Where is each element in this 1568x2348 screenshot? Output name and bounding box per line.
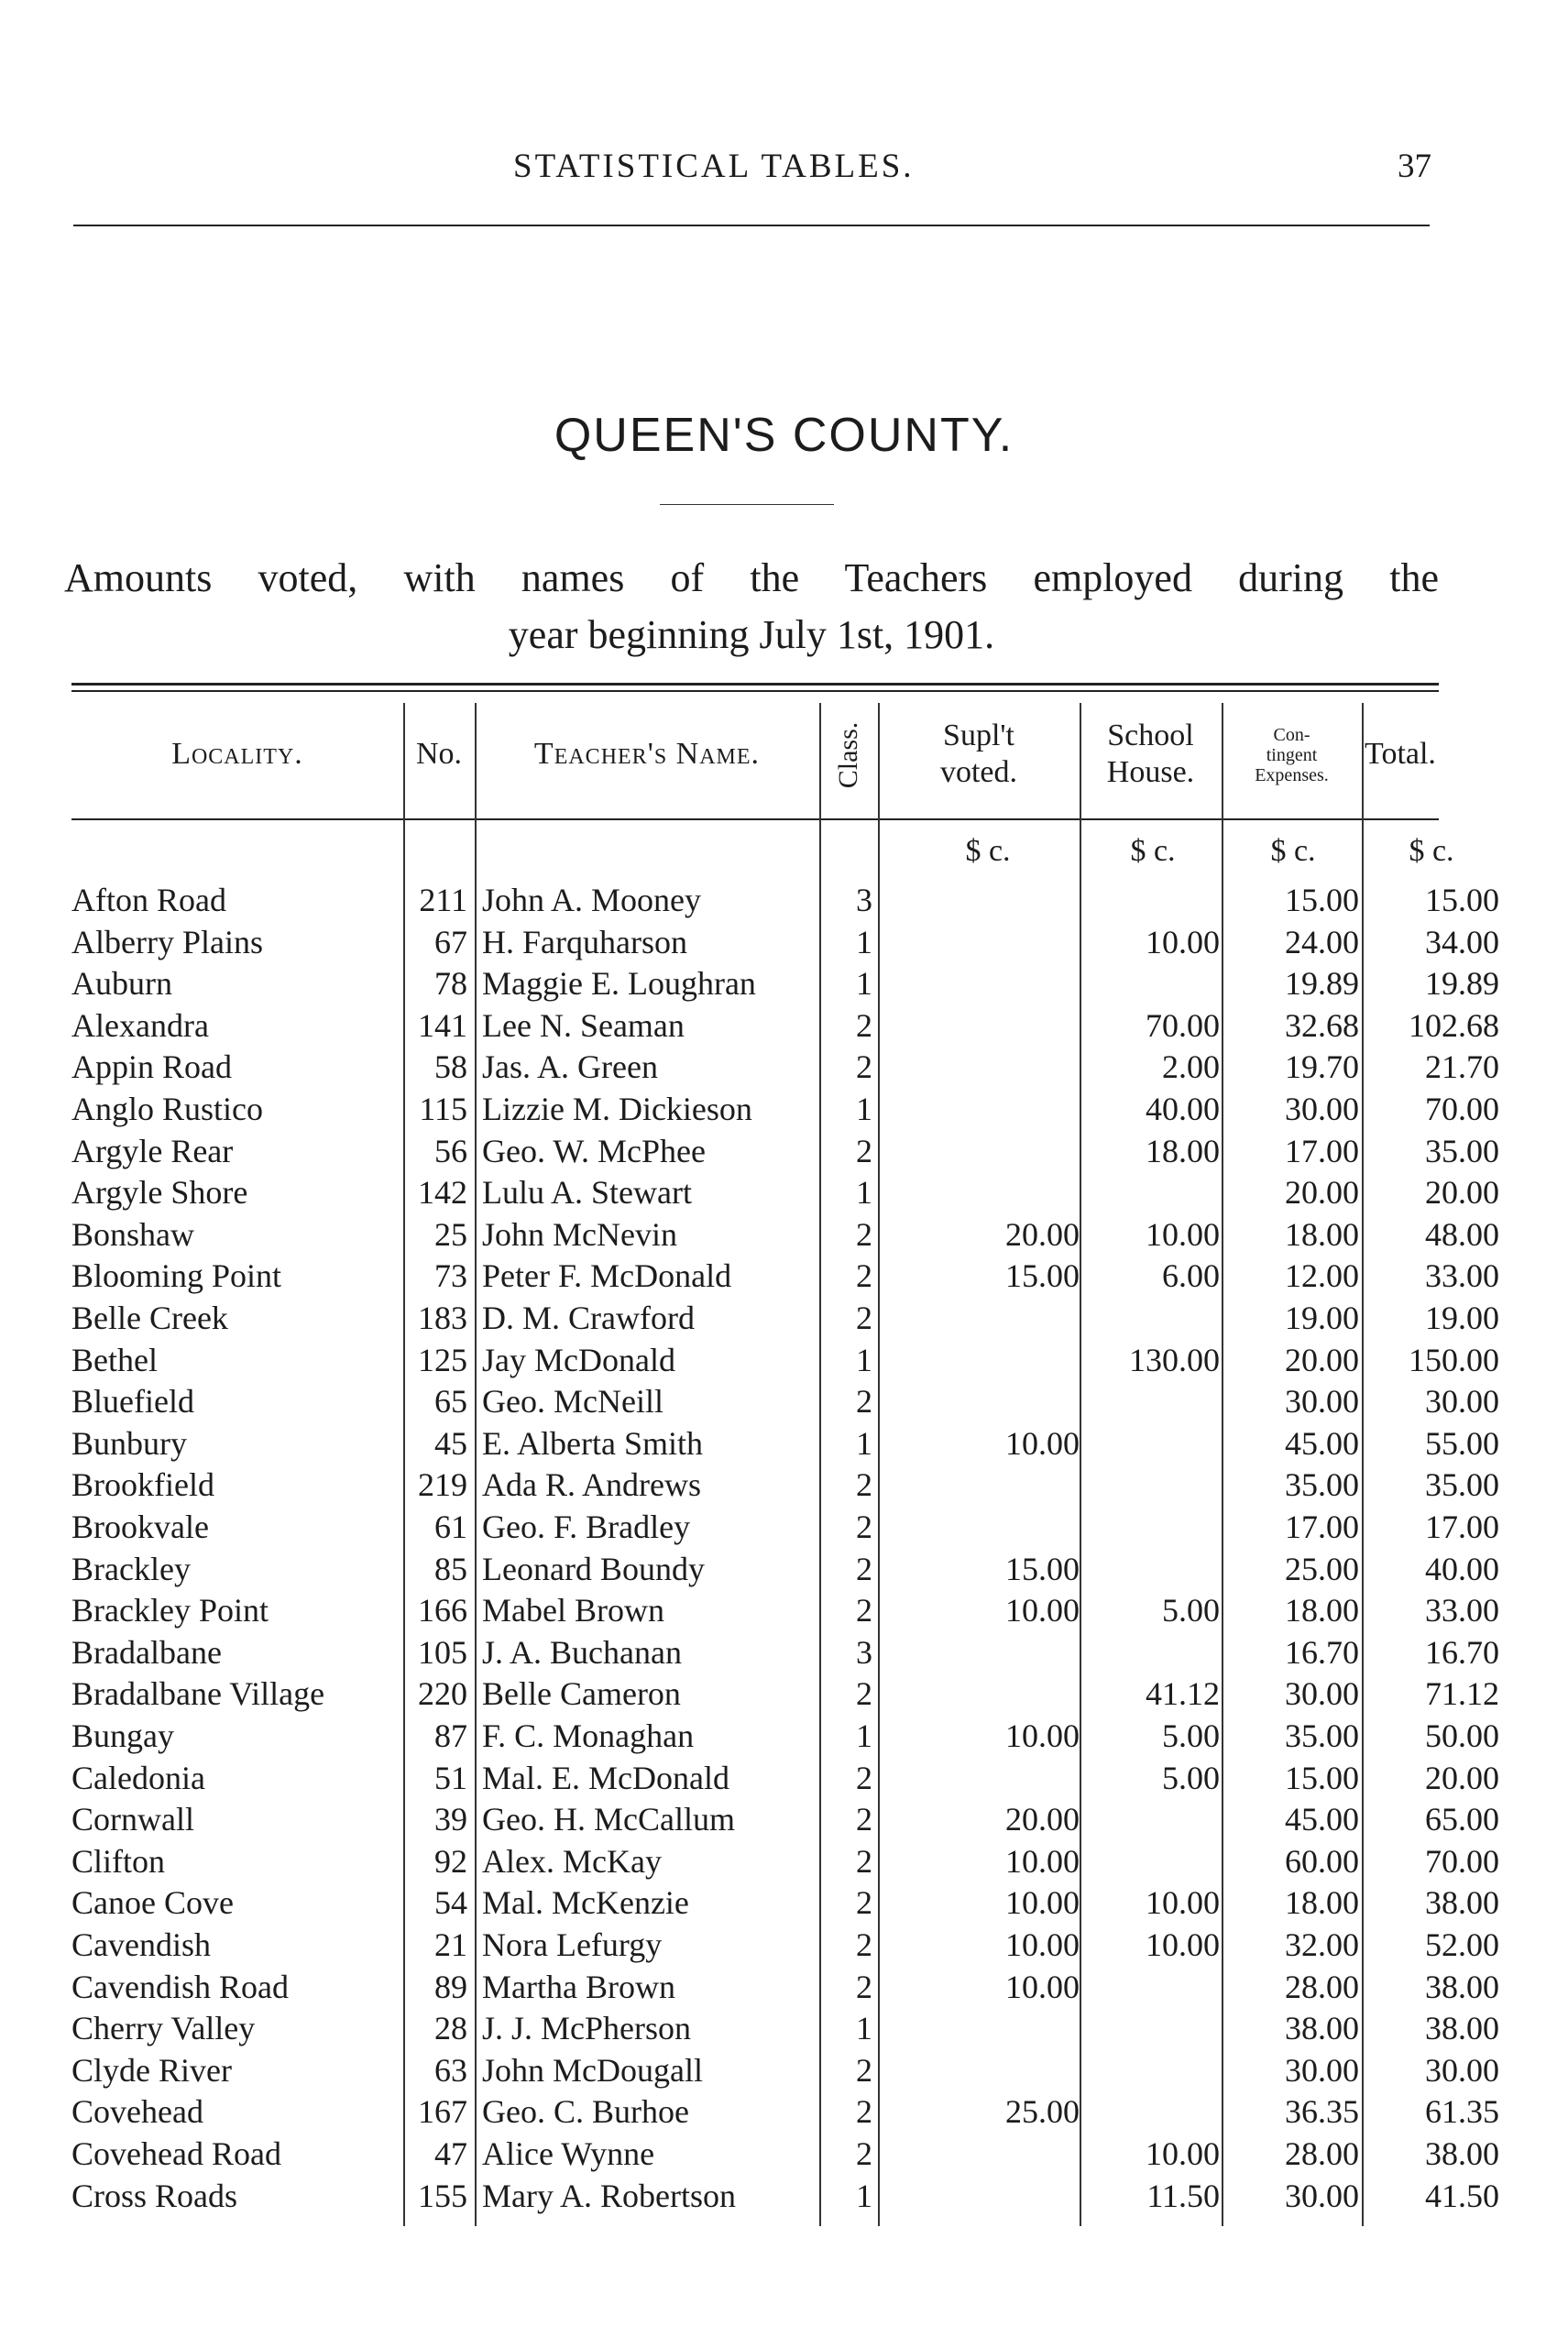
total-cell: 34.00 [1425, 923, 1499, 960]
contingent-expenses-cell: 36.35 [1285, 2093, 1359, 2131]
contingent-expenses-cell: 24.00 [1285, 923, 1359, 960]
header-class: Class. [833, 721, 863, 789]
contingent-expenses-cell: 35.00 [1285, 1717, 1359, 1754]
table-row [71, 1340, 1499, 1381]
number-cell: 115 [419, 1091, 467, 1127]
header-suplt-line2: voted. [939, 755, 1018, 789]
teacher-name-cell: Belle Cameron [482, 1675, 681, 1713]
class-cell: 2 [856, 1509, 872, 1545]
locality-cell: Auburn [71, 965, 172, 1003]
contingent-expenses-cell: 17.00 [1285, 1132, 1359, 1169]
unit-suplt: $ c. [965, 834, 1011, 868]
header-bottom-rule [71, 818, 1439, 820]
table-row [71, 1005, 1499, 1047]
class-cell: 2 [856, 1968, 872, 2005]
suplt-voted-cell: 10.00 [1005, 1717, 1080, 1754]
school-house-cell: 5.00 [1162, 1592, 1220, 1629]
table-row [71, 1716, 1499, 1757]
contingent-expenses-cell: 30.00 [1285, 1383, 1359, 1421]
class-cell: 2 [856, 1006, 872, 1044]
table-row [71, 1298, 1499, 1339]
number-cell: 211 [419, 882, 467, 918]
contingent-expenses-cell: 18.00 [1285, 1592, 1359, 1629]
number-cell: 166 [418, 1592, 467, 1629]
total-cell: 15.00 [1425, 882, 1499, 918]
suplt-voted-cell: 10.00 [1005, 1884, 1080, 1922]
number-cell: 87 [434, 1717, 467, 1754]
school-house-cell: 41.12 [1146, 1675, 1220, 1713]
locality-cell: Bradalbane [71, 1633, 222, 1671]
header-school-house [1080, 718, 1222, 791]
teacher-name-cell: Mal. E. McDonald [482, 1759, 729, 1796]
contingent-expenses-cell: 30.00 [1285, 1675, 1359, 1713]
total-cell: 52.00 [1425, 1926, 1499, 1963]
total-cell: 35.00 [1425, 1466, 1499, 1504]
header-school-line2: House. [1106, 755, 1195, 789]
header-teacher: Teacher's Name. [533, 737, 761, 771]
teacher-name-cell: Martha Brown [482, 1968, 675, 2005]
suplt-voted-cell: 10.00 [1005, 1926, 1080, 1963]
table-row [71, 1841, 1499, 1882]
contingent-expenses-cell: 30.00 [1285, 2177, 1359, 2214]
class-cell: 2 [856, 2051, 872, 2089]
class-cell: 2 [856, 1592, 872, 1629]
class-cell: 2 [856, 1801, 872, 1838]
class-cell: 2 [856, 1466, 872, 1504]
suplt-voted-cell: 10.00 [1005, 1592, 1080, 1629]
teacher-name-cell: Nora Lefurgy [482, 1926, 663, 1963]
class-cell: 2 [856, 1257, 872, 1295]
total-cell: 33.00 [1425, 1257, 1499, 1295]
contingent-expenses-cell: 12.00 [1285, 1257, 1359, 1295]
header-suplt [878, 718, 1080, 791]
number-cell: 63 [434, 2051, 467, 2089]
table-caption [64, 550, 1439, 664]
teacher-name-cell: Mabel Brown [482, 1592, 664, 1629]
teacher-name-cell: John McNevin [482, 1215, 677, 1253]
table-row [71, 1632, 1499, 1673]
teacher-name-cell: Leonard Boundy [482, 1550, 705, 1587]
school-house-cell: 6.00 [1162, 1257, 1220, 1295]
table-row [71, 2176, 1499, 2217]
header-locality: Locality. [171, 737, 303, 771]
table-row [71, 963, 1499, 1004]
contingent-expenses-cell: 15.00 [1285, 1759, 1359, 1796]
table-top-rule-inner [71, 690, 1439, 692]
teacher-name-cell: Geo. H. McCallum [482, 1801, 735, 1838]
school-house-cell: 70.00 [1146, 1006, 1220, 1044]
suplt-voted-cell: 15.00 [1005, 1257, 1080, 1295]
teacher-name-cell: Ada R. Andrews [482, 1466, 701, 1504]
table-row [71, 1131, 1499, 1172]
locality-cell: Caledonia [71, 1759, 205, 1796]
number-cell: 220 [418, 1675, 467, 1713]
number-cell: 56 [434, 1132, 467, 1169]
contingent-expenses-cell: 19.70 [1285, 1048, 1359, 1086]
contingent-expenses-cell: 25.00 [1285, 1550, 1359, 1587]
contingent-expenses-cell: 32.00 [1285, 1926, 1359, 1963]
contingent-expenses-cell: 30.00 [1285, 1091, 1359, 1127]
class-cell: 1 [856, 1717, 872, 1754]
teacher-name-cell: H. Farquharson [482, 923, 687, 960]
number-cell: 92 [434, 1842, 467, 1880]
contingent-expenses-cell: 19.00 [1285, 1300, 1359, 1336]
class-cell: 2 [856, 1842, 872, 1880]
school-house-cell: 10.00 [1146, 1884, 1220, 1922]
contingent-expenses-cell: 28.00 [1285, 1968, 1359, 2005]
teacher-name-cell: J. A. Buchanan [482, 1633, 682, 1671]
number-cell: 58 [434, 1048, 467, 1086]
teacher-name-cell: Geo. McNeill [482, 1383, 663, 1421]
teacher-name-cell: Lizzie M. Dickieson [482, 1091, 752, 1127]
total-cell: 38.00 [1425, 1968, 1499, 2005]
table-row [71, 1214, 1499, 1256]
total-cell: 70.00 [1425, 1091, 1499, 1127]
locality-cell: Bluefield [71, 1383, 194, 1421]
total-cell: 71.12 [1425, 1675, 1499, 1713]
teacher-name-cell: Lee N. Seaman [482, 1006, 685, 1044]
total-cell: 48.00 [1425, 1215, 1499, 1253]
locality-cell: Clyde River [71, 2051, 232, 2089]
teacher-name-cell: Peter F. McDonald [482, 1257, 732, 1295]
number-cell: 155 [418, 2177, 467, 2214]
locality-cell: Canoe Cove [71, 1884, 234, 1922]
contingent-expenses-cell: 15.00 [1285, 882, 1359, 918]
number-cell: 85 [434, 1550, 467, 1587]
table-row [71, 1925, 1499, 1966]
locality-cell: Bonshaw [71, 1215, 194, 1253]
table-row [71, 1590, 1499, 1631]
class-cell: 2 [856, 1300, 872, 1336]
table-row [71, 1507, 1499, 1548]
number-cell: 89 [434, 1968, 467, 2005]
table-row [71, 922, 1499, 963]
unit-school: $ c. [1130, 834, 1176, 868]
table-row [71, 2008, 1499, 2049]
school-house-cell: 10.00 [1146, 2135, 1220, 2172]
contingent-expenses-cell: 17.00 [1285, 1509, 1359, 1545]
table-row [71, 1465, 1499, 1506]
class-cell: 2 [856, 1926, 872, 1963]
locality-cell: Appin Road [71, 1048, 232, 1086]
total-cell: 35.00 [1425, 1132, 1499, 1169]
number-cell: 51 [434, 1759, 467, 1796]
locality-cell: Afton Road [71, 882, 226, 918]
total-cell: 38.00 [1425, 2010, 1499, 2047]
total-cell: 150.00 [1409, 1341, 1499, 1378]
table-row [71, 1381, 1499, 1422]
teacher-name-cell: Jay McDonald [482, 1341, 675, 1378]
school-house-cell: 10.00 [1146, 923, 1220, 960]
number-cell: 183 [418, 1300, 467, 1336]
total-cell: 21.70 [1425, 1048, 1499, 1086]
table-row [71, 2050, 1499, 2091]
locality-cell: Brookvale [71, 1509, 209, 1545]
contingent-expenses-cell: 45.00 [1285, 1424, 1359, 1462]
table-row [71, 1089, 1499, 1130]
school-house-cell: 10.00 [1146, 1926, 1220, 1963]
teacher-name-cell: Geo. C. Burhoe [482, 2093, 689, 2131]
contingent-expenses-cell: 30.00 [1285, 2051, 1359, 2089]
number-cell: 167 [418, 2093, 467, 2131]
teacher-name-cell: Jas. A. Green [482, 1048, 658, 1086]
header-cont-line3: Expenses. [1255, 765, 1329, 785]
suplt-voted-cell: 20.00 [1005, 1215, 1080, 1253]
teacher-name-cell: Mary A. Robertson [482, 2177, 736, 2214]
header-rule [73, 225, 1430, 226]
unit-contingent: $ c. [1270, 834, 1316, 868]
statistics-table [71, 683, 1499, 2241]
locality-cell: Argyle Rear [71, 1132, 234, 1169]
table-row [71, 1172, 1499, 1213]
table-row [71, 1673, 1499, 1715]
school-house-cell: 2.00 [1162, 1048, 1220, 1086]
teacher-name-cell: D. M. Crawford [482, 1300, 695, 1336]
caption-line-1: Amounts voted, with names of the Teachers employed during the [64, 555, 1439, 600]
total-cell: 20.00 [1425, 1759, 1499, 1796]
class-cell: 2 [856, 2135, 872, 2172]
county-title: QUEEN'S COUNTY. [554, 409, 1014, 462]
teacher-name-cell: Alex. McKay [482, 1842, 662, 1880]
class-cell: 2 [856, 1383, 872, 1421]
school-house-cell: 18.00 [1146, 1132, 1220, 1169]
total-cell: 30.00 [1425, 2051, 1499, 2089]
locality-cell: Alexandra [71, 1006, 209, 1044]
number-cell: 25 [434, 1215, 467, 1253]
unit-total: $ c. [1409, 834, 1454, 868]
number-cell: 67 [434, 923, 467, 960]
school-house-cell: 40.00 [1146, 1091, 1220, 1127]
teacher-name-cell: Alice Wynne [482, 2135, 655, 2172]
number-cell: 39 [434, 1801, 467, 1838]
contingent-expenses-cell: 20.00 [1285, 1341, 1359, 1378]
contingent-expenses-cell: 20.00 [1285, 1174, 1359, 1212]
locality-cell: Brackley [71, 1550, 191, 1587]
total-cell: 102.68 [1409, 1006, 1499, 1044]
total-cell: 55.00 [1425, 1424, 1499, 1462]
table-row [71, 1549, 1499, 1590]
number-cell: 54 [434, 1884, 467, 1922]
class-cell: 1 [856, 1091, 872, 1127]
class-cell: 2 [856, 1132, 872, 1169]
total-cell: 33.00 [1425, 1592, 1499, 1629]
suplt-voted-cell: 20.00 [1005, 1801, 1080, 1838]
table-row [71, 1799, 1499, 1840]
table-row [71, 1256, 1499, 1297]
locality-cell: Cornwall [71, 1801, 194, 1838]
table-row [71, 2134, 1499, 2175]
locality-cell: Brookfield [71, 1466, 214, 1504]
class-cell: 2 [856, 1550, 872, 1587]
teacher-name-cell: Geo. F. Bradley [482, 1509, 691, 1545]
contingent-expenses-cell: 35.00 [1285, 1466, 1359, 1504]
header-cont-line1: Con- [1273, 725, 1310, 745]
locality-cell: Clifton [71, 1842, 166, 1880]
number-cell: 73 [434, 1257, 467, 1295]
class-cell: 1 [856, 923, 872, 960]
class-cell: 2 [856, 1215, 872, 1253]
caption-line-2: year beginning July 1st, 1901. [508, 612, 995, 657]
page-number: 37 [1398, 148, 1431, 185]
class-cell: 2 [856, 1759, 872, 1796]
total-cell: 16.70 [1425, 1633, 1499, 1671]
teacher-name-cell: E. Alberta Smith [482, 1424, 703, 1462]
total-cell: 70.00 [1425, 1842, 1499, 1880]
locality-cell: Cross Roads [71, 2177, 238, 2214]
teacher-name-cell: Lulu A. Stewart [482, 1174, 692, 1212]
suplt-voted-cell: 15.00 [1005, 1550, 1080, 1587]
school-house-cell: 5.00 [1162, 1759, 1220, 1796]
teacher-name-cell: John McDougall [482, 2051, 703, 2089]
class-cell: 1 [856, 2177, 872, 2214]
contingent-expenses-cell: 60.00 [1285, 1842, 1359, 1880]
locality-cell: Blooming Point [71, 1257, 282, 1295]
table-top-rule [71, 683, 1439, 686]
number-cell: 78 [434, 965, 467, 1003]
locality-cell: Argyle Shore [71, 1174, 248, 1212]
number-cell: 47 [434, 2135, 467, 2172]
school-house-cell: 5.00 [1162, 1717, 1220, 1754]
class-cell: 1 [856, 1174, 872, 1212]
locality-cell: Cavendish Road [71, 1968, 289, 2005]
number-cell: 45 [434, 1424, 467, 1462]
contingent-expenses-cell: 38.00 [1285, 2010, 1359, 2047]
locality-cell: Bungay [71, 1717, 174, 1754]
locality-cell: Bethel [71, 1341, 158, 1378]
contingent-expenses-cell: 19.89 [1285, 965, 1359, 1003]
total-cell: 38.00 [1425, 1884, 1499, 1922]
total-cell: 40.00 [1425, 1550, 1499, 1587]
table-row [71, 1758, 1499, 1799]
locality-cell: Anglo Rustico [71, 1091, 264, 1127]
contingent-expenses-cell: 45.00 [1285, 1801, 1359, 1838]
class-cell: 1 [856, 1424, 872, 1462]
locality-cell: Cavendish [71, 1926, 211, 1963]
total-cell: 41.50 [1425, 2177, 1499, 2214]
running-title: STATISTICAL TABLES. [513, 148, 915, 185]
total-cell: 50.00 [1425, 1717, 1499, 1754]
total-cell: 17.00 [1425, 1509, 1499, 1545]
number-cell: 105 [418, 1633, 467, 1671]
header-no: No. [415, 737, 463, 771]
teacher-name-cell: Mal. McKenzie [482, 1884, 689, 1922]
class-cell: 2 [856, 1048, 872, 1086]
table-row [71, 1423, 1499, 1465]
teacher-name-cell: Geo. W. McPhee [482, 1132, 706, 1169]
class-cell: 1 [856, 1341, 872, 1378]
number-cell: 219 [418, 1466, 467, 1504]
suplt-voted-cell: 10.00 [1005, 1424, 1080, 1462]
header-cont-line2: tingent [1266, 745, 1318, 765]
school-house-cell: 11.50 [1146, 2177, 1220, 2214]
total-cell: 20.00 [1425, 1174, 1499, 1212]
number-cell: 141 [418, 1006, 467, 1044]
contingent-expenses-cell: 16.70 [1285, 1633, 1359, 1671]
locality-cell: Covehead Road [71, 2135, 281, 2172]
teacher-name-cell: Maggie E. Loughran [482, 965, 756, 1003]
header-contingent [1222, 725, 1362, 785]
number-cell: 142 [418, 1174, 467, 1212]
header-suplt-line1: Supl't [943, 719, 1014, 752]
school-house-cell: 130.00 [1129, 1341, 1220, 1378]
class-cell: 1 [856, 965, 872, 1003]
total-cell: 30.00 [1425, 1383, 1499, 1421]
locality-cell: Bradalbane Village [71, 1675, 325, 1713]
title-rule [660, 504, 834, 505]
number-cell: 28 [434, 2010, 467, 2047]
class-cell: 2 [856, 1675, 872, 1713]
table-row [71, 1047, 1499, 1088]
locality-cell: Alberry Plains [71, 923, 263, 960]
contingent-expenses-cell: 32.68 [1285, 1006, 1359, 1044]
locality-cell: Bunbury [71, 1424, 187, 1462]
locality-cell: Brackley Point [71, 1592, 269, 1629]
total-cell: 65.00 [1425, 1801, 1499, 1838]
locality-cell: Cherry Valley [71, 2010, 256, 2047]
contingent-expenses-cell: 18.00 [1285, 1884, 1359, 1922]
number-cell: 61 [434, 1509, 467, 1545]
number-cell: 65 [434, 1383, 467, 1421]
contingent-expenses-cell: 18.00 [1285, 1215, 1359, 1253]
table-row [71, 2091, 1499, 2133]
teacher-name-cell: John A. Mooney [482, 882, 702, 918]
teacher-name-cell: J. J. McPherson [482, 2010, 692, 2047]
total-cell: 61.35 [1425, 2093, 1499, 2131]
total-cell: 19.89 [1425, 965, 1499, 1003]
table-row [71, 1882, 1499, 1924]
teacher-name-cell: F. C. Monaghan [482, 1717, 695, 1754]
table-row [71, 880, 1499, 921]
table-row [71, 1967, 1499, 2008]
running-head [0, 147, 1568, 202]
locality-cell: Belle Creek [71, 1300, 228, 1336]
number-cell: 21 [434, 1926, 467, 1963]
contingent-expenses-cell: 28.00 [1285, 2135, 1359, 2172]
class-cell: 3 [856, 1633, 872, 1671]
class-cell: 3 [856, 882, 872, 918]
class-cell: 2 [856, 2093, 872, 2131]
suplt-voted-cell: 25.00 [1005, 2093, 1080, 2131]
locality-cell: Covehead [71, 2093, 203, 2131]
suplt-voted-cell: 10.00 [1005, 1968, 1080, 2005]
total-cell: 19.00 [1425, 1300, 1499, 1336]
header-total: Total. [1365, 737, 1436, 771]
total-cell: 38.00 [1425, 2135, 1499, 2172]
number-cell: 125 [418, 1341, 467, 1378]
school-house-cell: 10.00 [1146, 1215, 1220, 1253]
header-school-line1: School [1107, 719, 1194, 752]
suplt-voted-cell: 10.00 [1005, 1842, 1080, 1880]
class-cell: 1 [856, 2010, 872, 2047]
class-cell: 2 [856, 1884, 872, 1922]
